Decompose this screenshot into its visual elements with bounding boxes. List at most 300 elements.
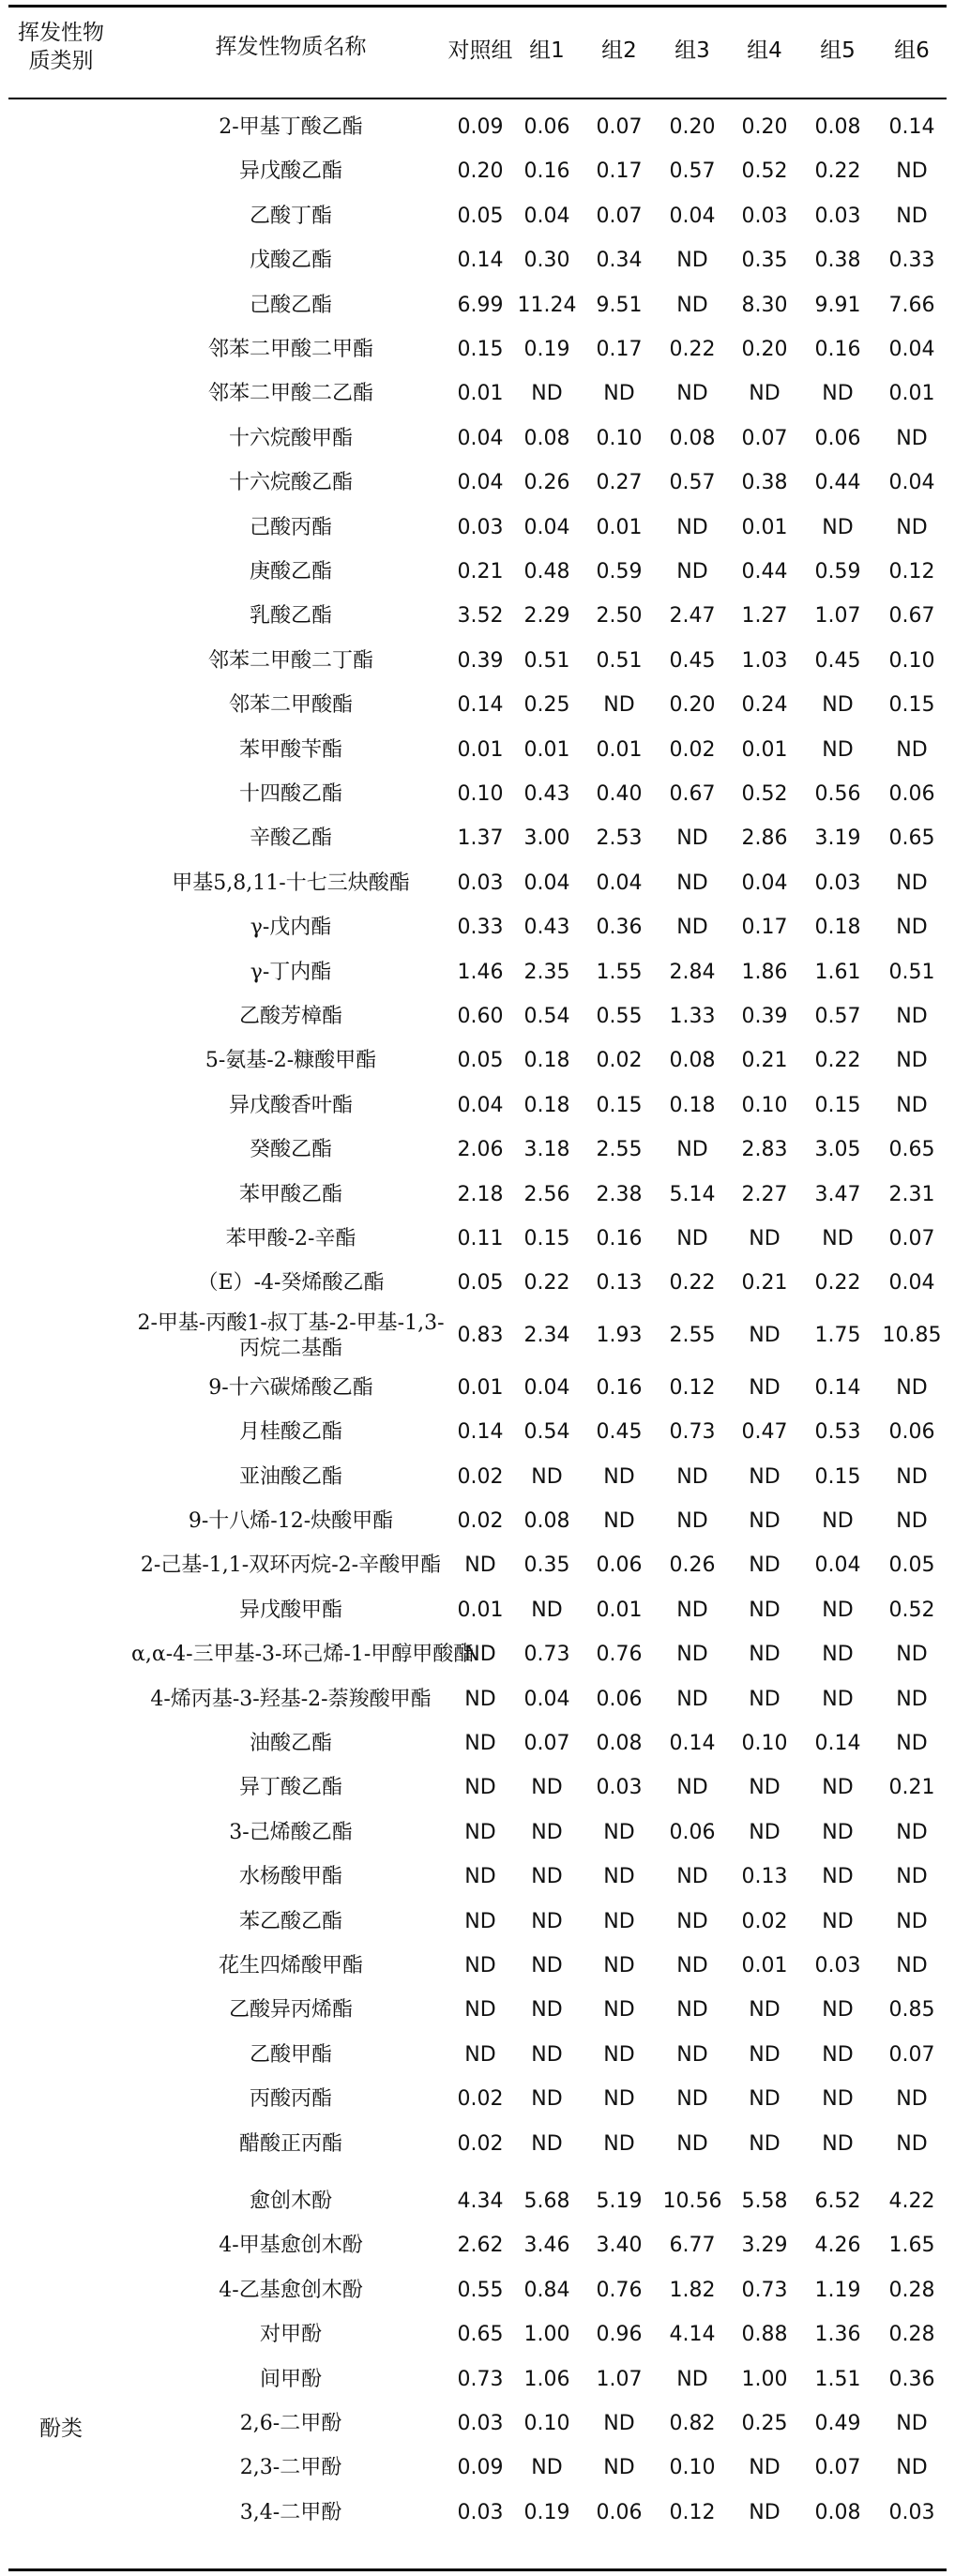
value-cell: 0.03 [741,204,788,228]
value-cell: ND [676,871,708,895]
value-cell: 0.04 [523,515,570,539]
value-cell: 1.27 [741,604,788,629]
value-cell: ND [676,1643,708,1667]
value-cell: 0.28 [888,2278,935,2302]
value-cell: 0.52 [888,1598,935,1622]
value-cell: ND [676,1909,708,1933]
value-cell: ND [603,1464,635,1489]
value-cell: 0.04 [814,1553,861,1578]
value-cell: 8.30 [741,293,788,317]
value-cell: 0.12 [888,560,935,583]
value-cell: 0.15 [814,1093,861,1117]
value-cell: ND [822,737,854,762]
value-cell: 0.05 [457,204,504,228]
value-cell: 0.21 [741,1049,788,1073]
value-cell: 5.58 [741,2190,788,2213]
value-cell: 0.35 [741,249,788,273]
value-cell: 5.68 [523,2190,570,2213]
value-cell: 0.67 [888,604,935,629]
value-cell: 1.19 [814,2278,861,2302]
table-row [0,2122,955,2166]
value-cell: ND [531,1998,563,2023]
value-cell: ND [822,1643,854,1667]
value-cell: ND [896,515,928,539]
value-cell: 0.04 [523,871,570,895]
value-cell: 0.04 [888,338,935,361]
value-cell: 0.15 [814,1464,861,1489]
value-cell: ND [749,1464,781,1489]
table-row [0,2268,955,2312]
value-cell: ND [822,1865,854,1889]
value-cell: 0.25 [523,693,570,718]
value-cell: ND [531,2042,563,2067]
value-cell: 3.05 [814,1138,861,1162]
value-cell: 0.96 [596,2323,643,2347]
value-cell: 0.14 [814,1732,861,1755]
value-cell: ND [896,871,928,895]
value-cell: ND [531,1598,563,1622]
value-cell: 2.29 [523,604,570,629]
value-cell: 0.55 [596,1005,643,1028]
value-cell: 0.02 [457,1509,504,1533]
value-cell: 1.61 [814,960,861,984]
table-row [0,194,955,238]
value-cell: ND [896,1093,928,1117]
value-cell: 0.07 [888,1227,935,1250]
value-cell: ND [822,382,854,406]
value-cell: 0.20 [741,338,788,361]
value-cell: ND [676,1138,708,1162]
value-cell: 0.06 [888,1420,935,1445]
value-cell: 0.22 [814,1049,861,1073]
value-cell: 0.02 [669,737,716,762]
value-cell: 1.55 [596,960,643,984]
value-cell: 4.22 [888,2190,935,2213]
value-cell: ND [676,1464,708,1489]
value-cell: 0.04 [888,471,935,495]
value-cell: 1.86 [741,960,788,984]
substance-name: 癸酸乙酯 [249,1138,332,1162]
value-cell: ND [676,1598,708,1622]
value-cell: ND [531,2131,563,2156]
value-cell: 0.22 [669,1271,716,1296]
value-cell: ND [603,2131,635,2156]
value-cell: 1.03 [741,648,788,673]
value-cell: 9.51 [596,293,643,317]
value-cell: 0.82 [669,2412,716,2435]
substance-name: 4-乙基愈创木酚 [219,2278,363,2302]
value-cell: 0.01 [457,1375,504,1400]
value-cell: ND [464,1909,496,1933]
substance-name: 乙酸丁酯 [249,204,332,228]
value-cell: 0.01 [596,1598,643,1622]
value-cell: ND [822,1509,854,1533]
value-cell: 0.28 [888,2323,935,2347]
value-cell: ND [531,1776,563,1800]
value-cell: ND [896,1954,928,1977]
value-cell: 0.06 [596,2500,643,2524]
value-cell: ND [749,1687,781,1711]
table-row [0,1217,955,1261]
substance-name: 9-十六碳烯酸乙酯 [208,1375,373,1400]
value-cell: ND [896,2087,928,2112]
value-cell: 0.57 [814,1005,861,1028]
substance-name: 邻苯二甲酸二丁酯 [207,648,373,673]
value-cell: ND [822,1598,854,1622]
value-cell: 2.56 [523,1182,570,1206]
value-cell: 1.00 [741,2367,788,2391]
value-cell: 0.02 [741,1909,788,1933]
value-cell: ND [896,1865,928,1889]
value-cell: 0.03 [814,204,861,228]
value-cell: ND [464,1865,496,1889]
value-cell: 1.36 [814,2323,861,2347]
value-cell: ND [896,1005,928,1028]
table-row [0,728,955,772]
value-cell: ND [749,1323,781,1347]
value-cell: 2.31 [888,1182,935,1206]
value-cell: ND [464,1687,496,1711]
value-cell: 0.76 [596,1643,643,1667]
value-cell: 0.04 [523,1375,570,1400]
column-header: 组4 [747,38,782,63]
table-row [0,1083,955,1128]
value-cell: 1.75 [814,1323,861,1347]
value-cell: 2.35 [523,960,570,984]
substance-name: 亚油酸乙酯 [238,1464,342,1489]
value-cell: ND [603,693,635,718]
table-row [0,417,955,461]
value-cell: ND [822,2131,854,2156]
table-row [0,2179,955,2223]
table-row [0,2357,955,2402]
table-row [0,461,955,505]
table-row [0,1173,955,1217]
value-cell: ND [749,382,781,406]
value-cell: ND [896,1732,928,1755]
value-cell: 0.17 [596,159,643,184]
value-cell: 0.03 [457,2412,504,2435]
value-cell: 0.73 [741,2278,788,2302]
value-cell: ND [896,1464,928,1489]
value-cell: 0.01 [523,737,570,762]
value-cell: 7.66 [888,293,935,317]
value-cell: 0.18 [669,1093,716,1117]
substance-name: 十六烷酸甲酯 [228,426,353,450]
column-header: 组5 [820,38,856,63]
value-cell: 0.04 [888,1271,935,1296]
value-cell: 1.07 [596,2367,643,2391]
table-bottom-rule [8,2568,947,2571]
substance-name: 2-甲基丁酸乙酯 [219,115,363,139]
value-cell: 0.01 [596,737,643,762]
value-cell: 0.36 [888,2367,935,2391]
value-cell: 2.86 [741,826,788,851]
value-cell: 0.02 [457,2131,504,2156]
value-cell: 0.06 [669,1820,716,1844]
substance-name: 苯甲酸-2-辛酯 [225,1227,356,1250]
table-row [0,1988,955,2032]
substance-name: 2,6-二甲酚 [239,2412,342,2435]
value-cell: 0.01 [596,515,643,539]
value-cell: 6.52 [814,2190,861,2213]
table-row [0,550,955,594]
value-cell: 0.18 [814,916,861,940]
value-cell: 5.14 [669,1182,716,1206]
table-row [0,238,955,282]
value-cell: 0.12 [669,1375,716,1400]
value-cell: 0.65 [888,1138,935,1162]
substance-name: 己酸丙酯 [249,515,332,539]
value-cell: ND [464,2042,496,2067]
value-cell: ND [676,1687,708,1711]
value-cell: 0.01 [457,382,504,406]
value-cell: 0.16 [596,1375,643,1400]
value-cell: 0.54 [523,1420,570,1445]
value-cell: 0.04 [669,204,716,228]
value-cell: ND [822,1998,854,2023]
substance-name: 5-氨基-2-糠酸甲酯 [205,1049,377,1073]
value-cell: 0.55 [457,2278,504,2302]
value-cell: ND [464,1643,496,1667]
value-cell: 0.17 [596,338,643,361]
table-row [0,2077,955,2121]
value-cell: 5.19 [596,2190,643,2213]
value-cell: 0.03 [457,515,504,539]
value-cell: 0.04 [457,1093,504,1117]
value-cell: 0.13 [596,1271,643,1296]
value-cell: 0.01 [457,737,504,762]
column-header: 组2 [601,38,637,63]
value-cell: 0.65 [457,2323,504,2347]
table-row [0,1588,955,1632]
value-cell: 0.26 [669,1553,716,1578]
value-cell: 1.51 [814,2367,861,2391]
value-cell: 0.01 [457,1598,504,1622]
value-cell: ND [676,1998,708,2023]
table-row [0,1944,955,1988]
value-cell: ND [822,1820,854,1844]
value-cell: 0.08 [814,115,861,139]
value-cell: 0.14 [457,693,504,718]
value-cell: 10.56 [662,2190,722,2213]
table-row [0,1038,955,1083]
value-cell: 0.16 [814,338,861,361]
substance-name: 乙酸甲酯 [249,2042,332,2067]
value-cell: ND [603,1909,635,1933]
value-cell: 0.22 [814,1271,861,1296]
value-cell: 0.21 [741,1271,788,1296]
substance-name: 花生四烯酸甲酯 [218,1954,363,1977]
value-cell: 0.22 [814,159,861,184]
table-row [0,105,955,149]
value-cell: ND [603,2412,635,2435]
value-cell: 0.07 [814,2456,861,2480]
substance-name: 水杨酸甲酯 [238,1865,342,1889]
value-cell: ND [676,1865,708,1889]
value-cell: 0.03 [814,871,861,895]
value-cell: 0.39 [457,648,504,673]
value-cell: 0.03 [888,2500,935,2524]
value-cell: 0.59 [814,560,861,583]
value-cell: 0.21 [457,560,504,583]
value-cell: 0.34 [596,249,643,273]
table-row [0,1721,955,1765]
value-cell: 0.52 [741,159,788,184]
value-cell: ND [603,1954,635,1977]
value-cell: ND [822,1776,854,1800]
value-cell: 0.76 [596,2278,643,2302]
value-cell: 0.88 [741,2323,788,2347]
table-row [0,371,955,416]
value-cell: 0.27 [596,471,643,495]
value-cell: 0.83 [457,1323,504,1347]
value-cell: 0.43 [523,916,570,940]
column-header: 组1 [529,38,565,63]
value-cell: ND [896,1375,928,1400]
value-cell: ND [896,1820,928,1844]
value-cell: ND [603,382,635,406]
value-cell: ND [822,2042,854,2067]
value-cell: ND [749,1553,781,1578]
value-cell: 0.45 [814,648,861,673]
value-cell: ND [676,2131,708,2156]
value-cell: 0.10 [741,1093,788,1117]
value-cell: 2.27 [741,1182,788,1206]
value-cell: 0.04 [457,471,504,495]
value-cell: 0.06 [596,1687,643,1711]
value-cell: 0.73 [457,2367,504,2391]
value-cell: 0.45 [669,648,716,673]
value-cell: 0.04 [523,204,570,228]
value-cell: 0.47 [741,1420,788,1445]
value-cell: ND [464,1732,496,1755]
value-cell: 1.37 [457,826,504,851]
value-cell: ND [749,1776,781,1800]
value-cell: 0.45 [596,1420,643,1445]
value-cell: 0.01 [741,1954,788,1977]
value-cell: 0.20 [669,115,716,139]
value-cell: ND [896,426,928,450]
value-cell: ND [676,826,708,851]
value-cell: 0.18 [523,1049,570,1073]
table-row [0,772,955,816]
substance-name: 辛酸乙酯 [249,826,332,851]
substance-name: 2,3-二甲酚 [239,2456,342,2480]
value-cell: 0.04 [457,426,504,450]
value-cell: 0.07 [596,115,643,139]
value-cell: 0.57 [669,159,716,184]
value-cell: 0.08 [523,1509,570,1533]
value-cell: 0.44 [741,560,788,583]
table-row [0,2446,955,2490]
table-row [0,1410,955,1454]
value-cell: ND [464,1998,496,2023]
substance-name: 异戊酸甲酯 [238,1598,342,1622]
substance-name: 9-十八烯-12-炔酸甲酯 [188,1509,394,1533]
value-cell: 0.08 [523,426,570,450]
value-cell: 3.18 [523,1138,570,1162]
value-cell: 0.57 [669,471,716,495]
substance-name: 乳酸乙酯 [249,604,332,629]
value-cell: 0.03 [596,1776,643,1800]
value-cell: 0.14 [669,1732,716,1755]
substance-name: 异丁酸乙酯 [238,1776,342,1800]
value-cell: 0.43 [523,782,570,806]
value-cell: 0.11 [457,1227,504,1250]
value-cell: 0.19 [523,338,570,361]
value-cell: ND [676,293,708,317]
table-row [0,1900,955,1944]
substance-name: 乙酸异丙烯酯 [228,1998,353,2023]
table-row [0,1855,955,1899]
value-cell: 0.02 [596,1049,643,1073]
value-cell: 2.18 [457,1182,504,1206]
table-row [0,2312,955,2356]
value-cell: 0.15 [596,1093,643,1117]
header-rule [8,98,947,99]
value-cell: ND [603,2456,635,2480]
substance-name: 丙酸丙酯 [249,2087,332,2112]
substance-name: （E）-4-癸烯酸乙酯 [197,1271,385,1296]
value-cell: 0.04 [741,871,788,895]
substance-name: 3-己烯酸乙酯 [229,1820,353,1844]
table-row [0,1499,955,1543]
value-cell: 0.54 [523,1005,570,1028]
table-row [0,1261,955,1305]
value-cell: ND [896,2131,928,2156]
value-cell: 3.52 [457,604,504,629]
column-header: 对照组 [447,38,513,63]
value-cell: 2.55 [596,1138,643,1162]
substance-name: 戊酸乙酯 [249,249,332,273]
value-cell: ND [896,1509,928,1533]
value-cell: ND [531,1954,563,1977]
value-cell: 0.08 [596,1732,643,1755]
value-cell: 0.06 [888,782,935,806]
substance-name: 3,4-二甲酚 [239,2500,342,2524]
substance-name: 油酸乙酯 [249,1732,332,1755]
value-cell: ND [896,159,928,184]
table-row [0,594,955,638]
value-cell: ND [603,2042,635,2067]
substance-name: 苯甲酸苄酯 [238,737,342,762]
value-cell: 10.85 [882,1323,942,1347]
value-cell: 0.14 [457,249,504,273]
value-cell: ND [822,693,854,718]
value-cell: ND [531,382,563,406]
table-row [0,1455,955,1499]
table-row [0,639,955,683]
value-cell: 3.00 [523,826,570,851]
value-cell: 2.34 [523,1323,570,1347]
table-row [0,1366,955,1410]
substance-name: 苯乙酸乙酯 [238,1909,342,1933]
value-cell: ND [676,1509,708,1533]
value-cell: 0.73 [669,1420,716,1445]
value-cell: ND [896,1049,928,1073]
value-cell: ND [603,1998,635,2023]
value-cell: 0.06 [523,115,570,139]
value-cell: ND [464,1776,496,1800]
value-cell: 0.02 [457,1464,504,1489]
value-cell: ND [676,916,708,940]
column-header: 组3 [675,38,710,63]
value-cell: 0.19 [523,2500,570,2524]
value-cell: 0.35 [523,1553,570,1578]
value-cell: 0.09 [457,115,504,139]
table-row [0,905,955,949]
